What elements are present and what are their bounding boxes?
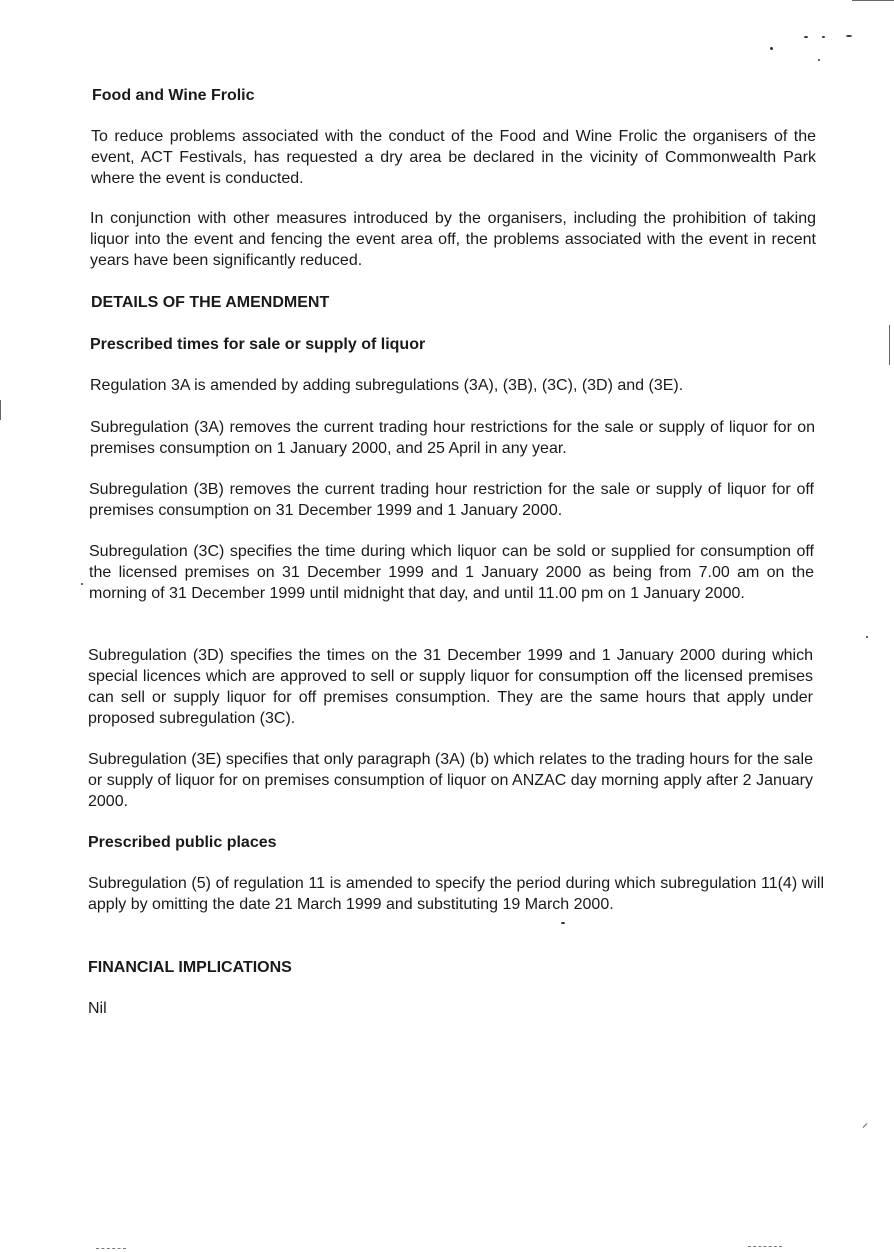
scan-speck	[81, 583, 83, 585]
scan-speck	[846, 35, 852, 37]
food-wine-paragraph-1: To reduce problems associated with the conduct of the Food and Wine Frolic the organisers of the event, ACT Festivals, has requested a dry area be declared in the vicinity of Commonwealth Park where the event is conducted.	[91, 128, 816, 187]
details-of-amendment-heading: DETAILS OF THE AMENDMENT	[91, 294, 330, 311]
scan-bottom-dash	[96, 1248, 126, 1249]
scan-speck	[770, 47, 773, 50]
scan-speck	[561, 922, 565, 924]
food-wine-frolic-heading: Food and Wine Frolic	[92, 87, 255, 104]
scan-edge-mark	[852, 0, 894, 1]
subregulation-3b-paragraph: Subregulation (3B) removes the current trading hour restriction for the sale or supply of liquor for off premises consumption on 31 December 1999 and 1 January 2000.	[89, 481, 814, 519]
prescribed-times-heading: Prescribed times for sale or supply of liquor	[90, 336, 426, 353]
prescribed-public-places-heading: Prescribed public places	[88, 834, 277, 851]
scan-speck	[804, 36, 808, 38]
subregulation-3a-paragraph: Subregulation (3A) removes the current trading hour restrictions for the sale or supply of liquor for on premises consumption on 1 January 2000, and 25 April in any year.	[90, 419, 815, 457]
financial-implications-value: Nil	[88, 1000, 107, 1017]
subregulation-3e-paragraph: Subregulation (3E) specifies that only paragraph (3A) (b) which relates to the trading hours for the sale or supply of liquor for on premises consumption of liquor on ANZAC day morning apply after 2 January 2000.	[88, 751, 813, 810]
scan-edge-mark	[889, 325, 890, 365]
scan-edge-mark	[0, 400, 1, 420]
subregulation-3d-paragraph: Subregulation (3D) specifies the times on the 31 December 1999 and 1 January 2000 during which special licences which are approved to sell or supply liquor for consumption off the licensed premises can sell or supply liquor for off premises consumption. They are the same hours that apply under proposed subregulation (3C).	[88, 647, 813, 727]
subregulation-5-paragraph: Subregulation (5) of regulation 11 is amended to specify the period during which subregulation 11(4) will apply by omitting the date 21 March 1999 and substituting 19 March 2000.	[88, 875, 824, 913]
regulation-3a-paragraph: Regulation 3A is amended by adding subregulations (3A), (3B), (3C), (3D) and (3E).	[90, 377, 684, 394]
scan-edge-mark	[863, 1123, 868, 1128]
scan-speck	[818, 59, 820, 61]
food-wine-paragraph-2: In conjunction with other measures introduced by the organisers, including the prohibition of taking liquor into the event and fencing the event area off, the problems associated with the event in recent years have been significantly reduced.	[90, 210, 816, 269]
subregulation-3c-paragraph: Subregulation (3C) specifies the time during which liquor can be sold or supplied for consumption off the licensed premises on 31 December 1999 and 1 January 2000 as being from 7.00 am on the morning of 31 December 1999 until midnight that day, and until 11.00 pm on 1 January 2000.	[89, 543, 814, 602]
financial-implications-heading: FINANCIAL IMPLICATIONS	[88, 959, 292, 976]
scan-speck	[822, 36, 825, 38]
scan-bottom-dash	[748, 1246, 782, 1247]
scan-speck	[866, 636, 868, 638]
